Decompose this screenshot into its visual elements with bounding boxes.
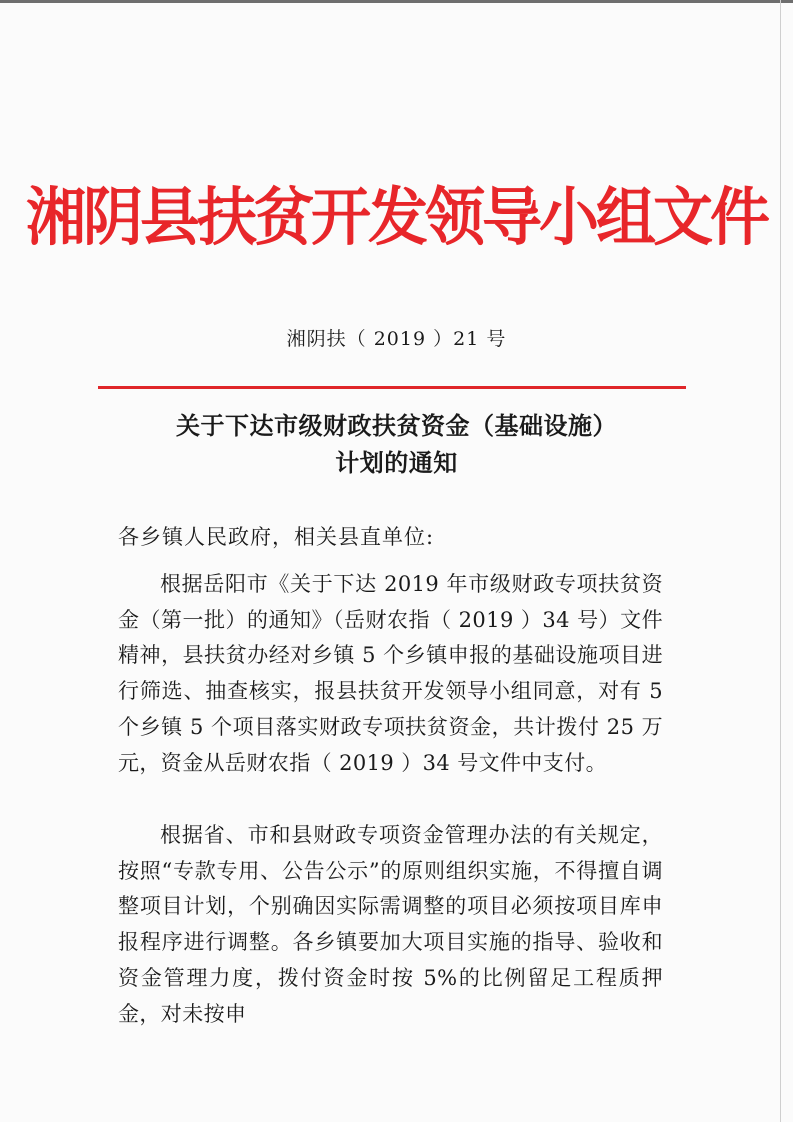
scan-edge-right [780, 0, 781, 1122]
body-paragraph-2: 根据省、市和县财政专项资金管理办法的有关规定，按照“专款专用、公告公示”的原则组织实施，不得擅自调整项目计划，个别确因实际需调整的项目必须按项目库申报程序进行调整。各乡镇要加大项目实施的指导、验收和资金管理力度，拨付资金时按 5%的比例留足工程质押金，对未按申 [118, 823, 663, 1026]
document-header-title: 湘阴县扶贫开发领导小组文件 [26, 181, 767, 255]
scan-edge-top [0, 0, 793, 3]
document-number: 湘阴扶（ 2019 ）21 号 [286, 328, 507, 350]
red-separator-line [98, 386, 686, 389]
addressee-line: 各乡镇人民政府，相关县直单位: [118, 525, 435, 549]
subject-line-1: 关于下达市级财政扶贫资金（基础设施） [176, 412, 617, 440]
subject-line-2: 计划的通知 [335, 449, 458, 477]
document-subject [0, 408, 793, 482]
body-paragraph-1: 根据岳阳市《关于下达 2019 年市级财政专项扶贫资金（第一批）的通知》（岳财农指（ 2019 ）34 号）文件精神，县扶贫办经对乡镇 5 个乡镇申报的基础设施项目进行筛选、抽查核实，报县扶贫开发领导小组同意，对有 5 个乡镇 5 个项目落实财政专项扶贫资金，共计拨付 25 万元，资金从岳财农指（ 2019 ）34 号文件中支付。 [118, 572, 663, 775]
